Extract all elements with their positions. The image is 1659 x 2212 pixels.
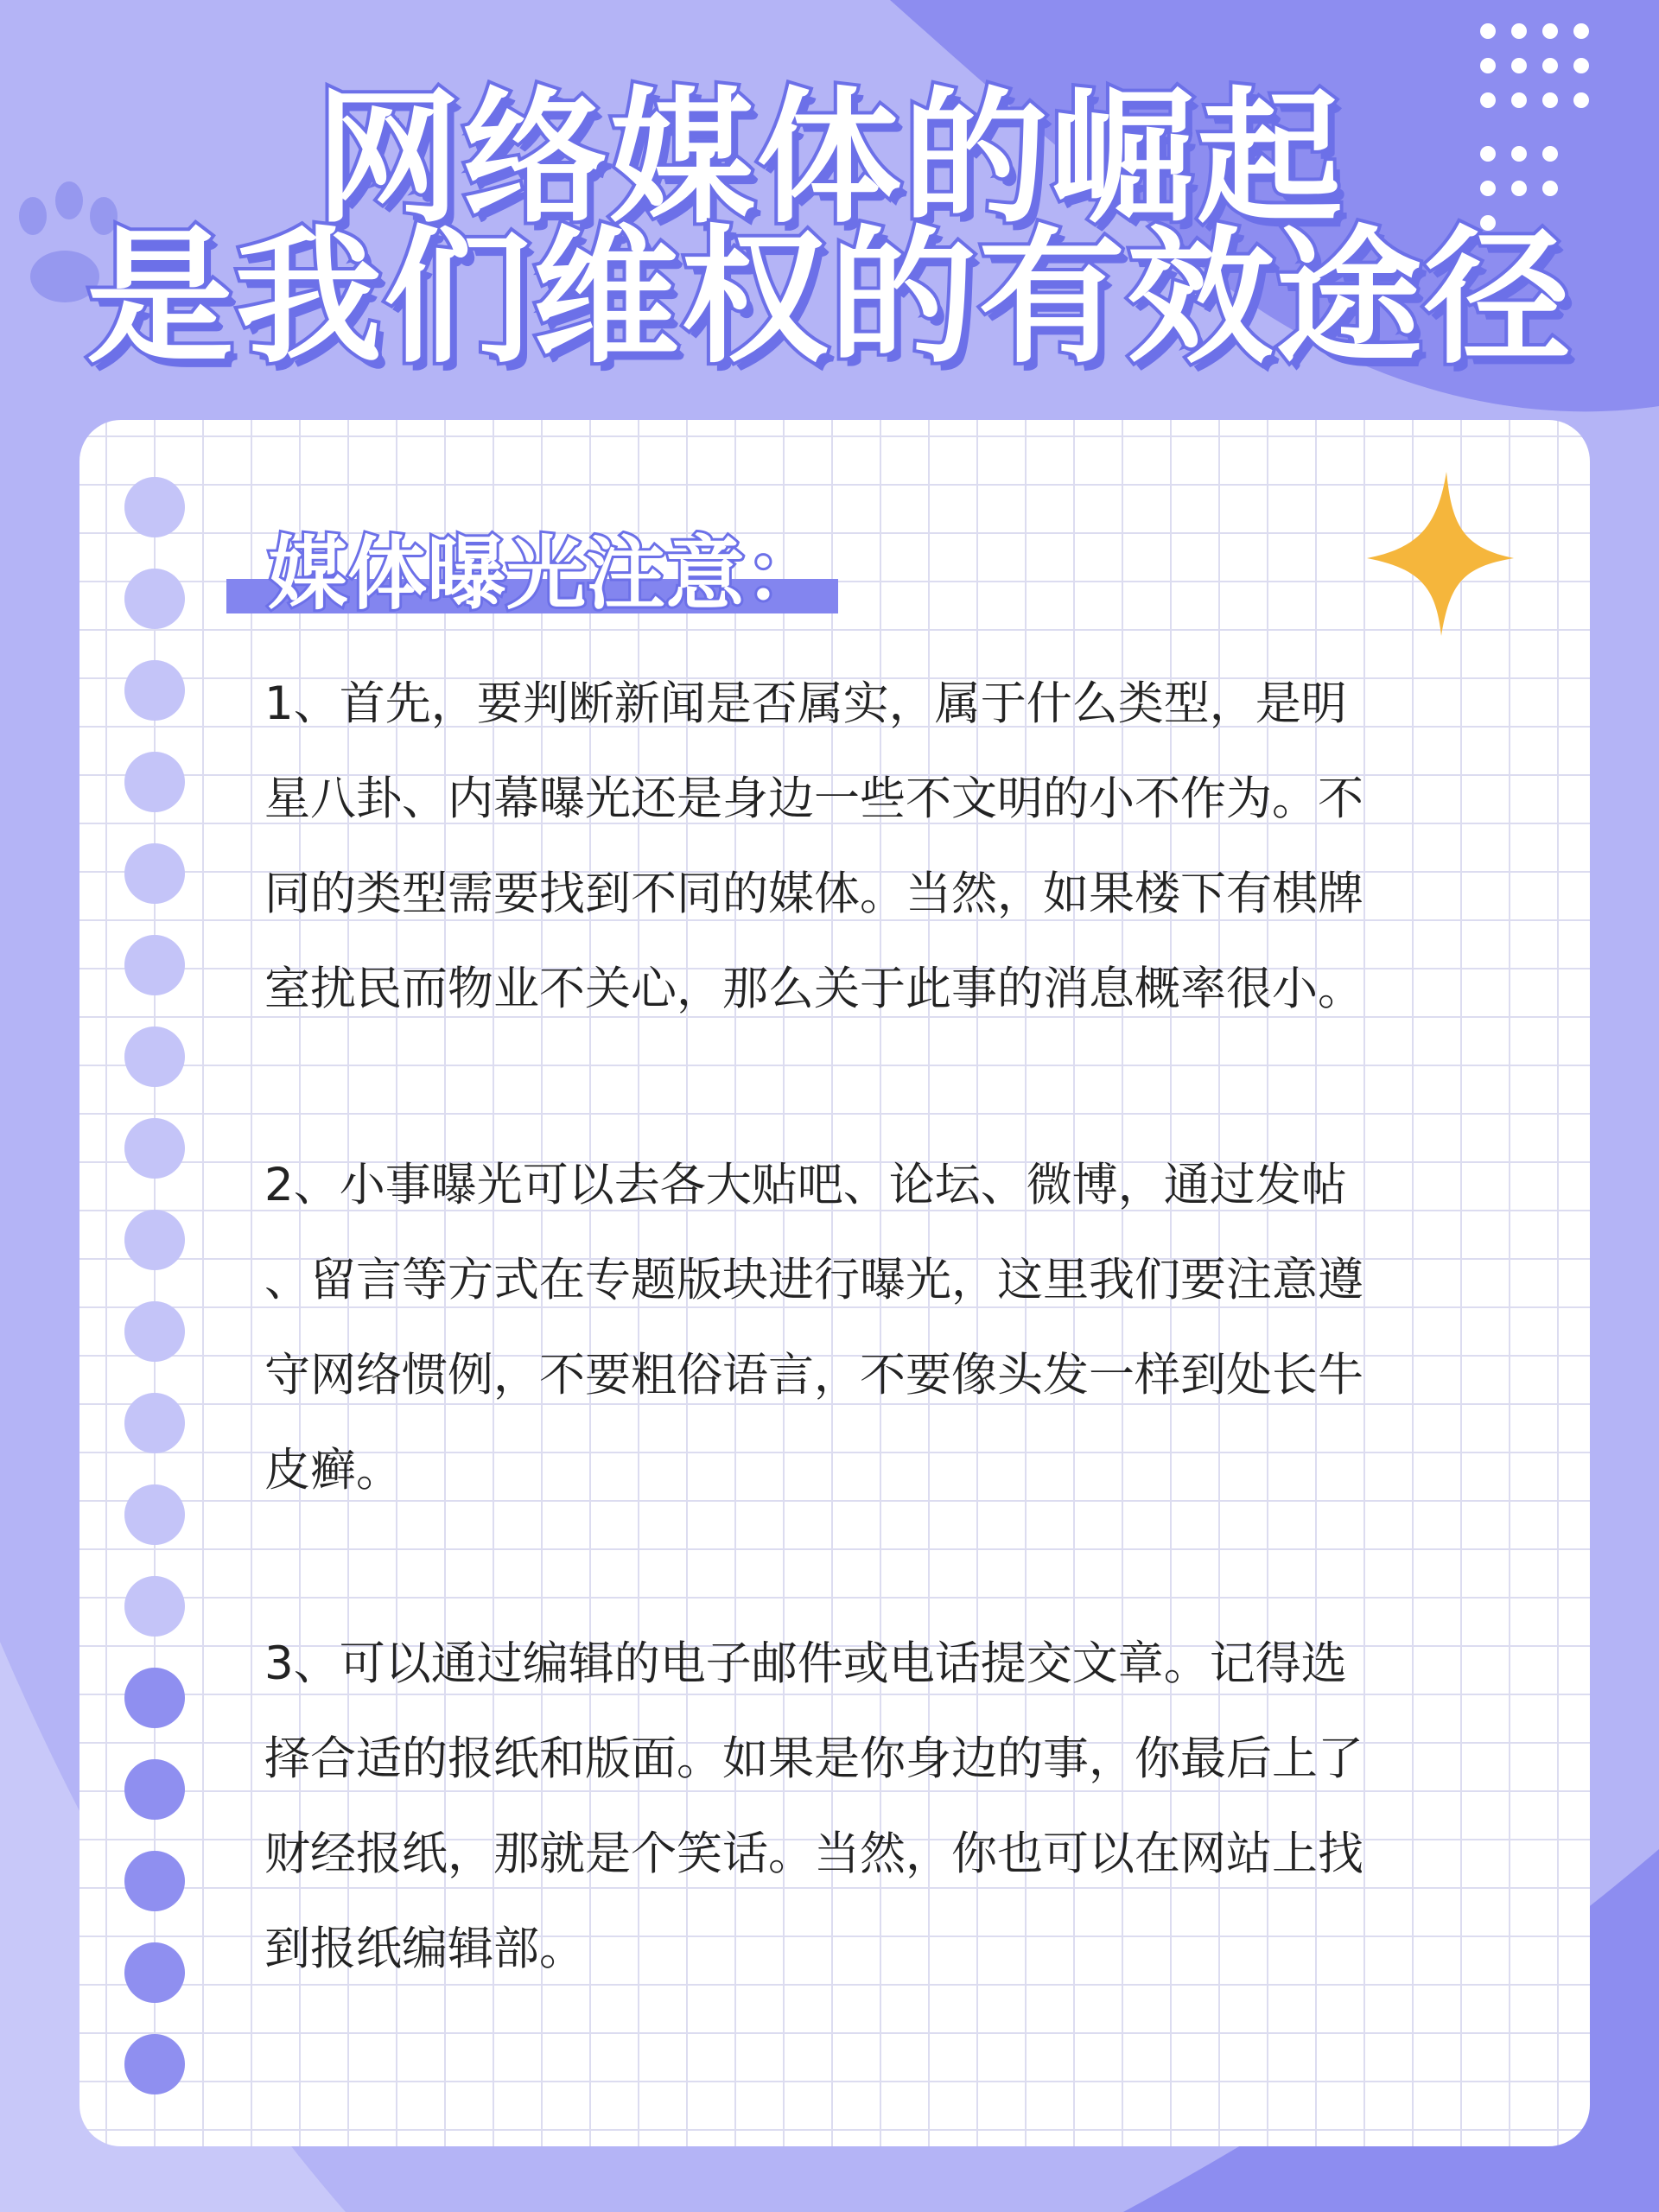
paragraph-line: 到报纸编辑部。 (264, 1923, 585, 1975)
paragraph-line: 1、首先，要判断新闻是否属实，属于什么类型，是明 (264, 677, 1347, 730)
paragraph-2 (264, 1138, 1538, 1518)
paragraph-line: 、留言等方式在专题版块进行曝光，这里我们要注意遵 (264, 1254, 1363, 1306)
paragraph-line: 财经报纸，那就是个笑话。当然，你也可以在网站上找 (264, 1827, 1363, 1880)
notebook-ring (124, 477, 185, 537)
notebook-ring (124, 660, 185, 721)
paragraph-3 (264, 1617, 1538, 1997)
notebook-ring (124, 1484, 185, 1545)
paragraph-line: 同的类型需要找到不同的媒体。当然，如果楼下有棋牌 (264, 868, 1363, 920)
sparkle-star-icon (1341, 472, 1514, 636)
notebook-ring (124, 1210, 185, 1270)
notebook-ring (124, 2034, 185, 2094)
section-heading (226, 527, 849, 631)
notebook-ring (124, 1942, 185, 2003)
paragraph-line: 守网络惯例，不要粗俗语言，不要像头发一样到处长牛 (264, 1349, 1363, 1402)
notebook-ring (124, 935, 185, 995)
notebook-ring (124, 569, 185, 629)
notebook-ring (124, 1759, 185, 1820)
page-title-line1: 网络媒体的崛起 (315, 73, 1344, 243)
page-title-line2: 是我们维权的有效途径 (86, 213, 1573, 384)
paragraph-line: 星八卦、内幕曝光还是身边一些不文明的小不作为。不 (264, 772, 1363, 825)
notebook-ring (124, 752, 185, 812)
notebook-card (79, 420, 1590, 2146)
notebook-ring (124, 843, 185, 904)
section-heading-text: 媒体曝光注意： (268, 528, 825, 620)
paragraph-line: 室扰民而物业不关心，那么关于此事的消息概率很小。 (264, 963, 1363, 1015)
notebook-ring (124, 1118, 185, 1179)
notebook-ring (124, 1576, 185, 1637)
notebook-ring (124, 1393, 185, 1453)
paragraph-line: 3、可以通过编辑的电子邮件或电话提交文章。记得选 (264, 1637, 1347, 1690)
paragraph-line: 2、小事曝光可以去各大贴吧、论坛、微博，通过发帖 (264, 1159, 1347, 1211)
notebook-ring (124, 1027, 185, 1087)
notebook-ring (124, 1301, 185, 1362)
paragraph-line: 择合适的报纸和版面。如果是你身边的事，你最后上了 (264, 1732, 1363, 1785)
paragraph-line: 皮癣。 (264, 1444, 402, 1497)
notebook-ring (124, 1668, 185, 1728)
notebook-ring (124, 1851, 185, 1911)
paragraph-1 (264, 657, 1538, 1037)
